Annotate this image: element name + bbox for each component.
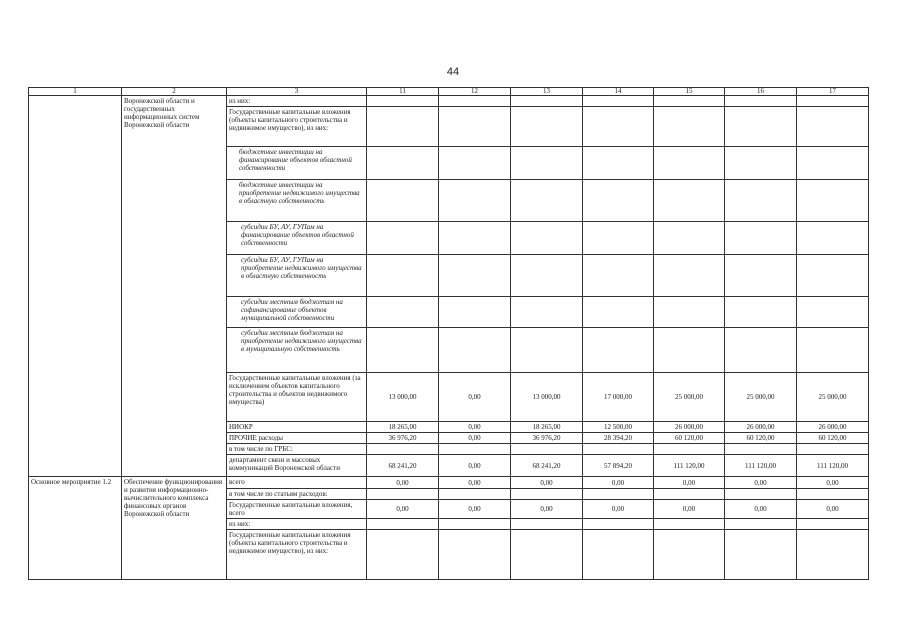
value-cell: 13 000,00 — [511, 373, 583, 422]
header-cell-1: 1 — [29, 88, 122, 96]
value-cell: 25 000,00 — [797, 373, 869, 422]
value-cell: 0,00 — [511, 477, 583, 489]
value-cell — [654, 519, 725, 530]
value-cell — [725, 530, 797, 580]
value-cell — [725, 180, 797, 222]
value-cell — [654, 530, 725, 580]
value-cell: 0,00 — [367, 500, 439, 519]
value-cell — [725, 444, 797, 455]
value-cell: 12 500,00 — [583, 422, 654, 433]
value-cell — [797, 519, 869, 530]
value-cell: 26 000,00 — [797, 422, 869, 433]
value-cell — [439, 96, 511, 107]
row-label: субсидии местным бюджетам на приобретение недвижимого имущества в муниципальную собственность — [227, 328, 367, 373]
value-cell: 0,00 — [583, 500, 654, 519]
row-label: бюджетные инвестиции на приобретение недвижимого имущества в областную собственность — [227, 180, 367, 222]
header-cell-13: 13 — [511, 88, 583, 96]
value-cell: 13 000,00 — [367, 373, 439, 422]
row-label: департамент связи и массовых коммуникаций Воронежской области — [227, 455, 367, 477]
value-cell — [583, 489, 654, 500]
row-label: ПРОЧИЕ расходы — [227, 433, 367, 444]
value-cell: 0,00 — [654, 500, 725, 519]
value-cell — [725, 107, 797, 147]
row-label: в том числе по ГРБС: — [227, 444, 367, 455]
value-cell — [654, 180, 725, 222]
row-label: всего — [227, 477, 367, 489]
value-cell — [583, 107, 654, 147]
row-label: в том числе по статьям расходов: — [227, 489, 367, 500]
value-cell: 111 120,00 — [797, 455, 869, 477]
value-cell — [654, 444, 725, 455]
row-label: субсидии БУ, АУ, ГУПам на финансирование объектов областной собственности — [227, 222, 367, 255]
header-row — [29, 88, 869, 96]
value-cell — [367, 519, 439, 530]
value-cell: 26 000,00 — [654, 422, 725, 433]
value-cell: 0,00 — [797, 500, 869, 519]
header-cell-11: 11 — [367, 88, 439, 96]
value-cell — [797, 147, 869, 180]
value-cell — [797, 530, 869, 580]
value-cell — [511, 530, 583, 580]
value-cell — [511, 444, 583, 455]
value-cell — [439, 519, 511, 530]
value-cell — [367, 107, 439, 147]
row-label: Государственные капитальные вложения, всего — [227, 500, 367, 519]
row-label: из них: — [227, 96, 367, 107]
value-cell — [583, 297, 654, 328]
value-cell: 36 976,20 — [367, 433, 439, 444]
page-number: 44 — [446, 66, 460, 78]
value-cell: 68 241,20 — [511, 455, 583, 477]
value-cell — [654, 489, 725, 500]
row-label: субсидии местным бюджетам на софинансирование объектов муниципальной собственности — [227, 297, 367, 328]
value-cell — [654, 147, 725, 180]
header-cell-3: 3 — [227, 88, 367, 96]
value-cell — [439, 107, 511, 147]
value-cell — [367, 96, 439, 107]
value-cell: 60 120,00 — [797, 433, 869, 444]
value-cell — [367, 489, 439, 500]
value-cell — [439, 147, 511, 180]
value-cell — [439, 489, 511, 500]
table-row — [29, 96, 869, 107]
row-label: Государственные капитальные вложения (объекты капитального строительства и недвижимое имущество), из них: — [227, 530, 367, 580]
value-cell — [367, 147, 439, 180]
block-col1-cell: Основное мероприятие 1.2 — [29, 477, 122, 580]
value-cell — [725, 519, 797, 530]
row-label: бюджетные инвестиции на финансирование объектов областной собственности — [227, 147, 367, 180]
value-cell — [367, 444, 439, 455]
value-cell — [367, 222, 439, 255]
value-cell — [367, 530, 439, 580]
value-cell: 0,00 — [439, 455, 511, 477]
header-cell-2: 2 — [122, 88, 227, 96]
value-cell — [797, 328, 869, 373]
row-label: Государственные капитальные вложения (за исключением объектов капитального строительства и объектов недвижимого имущества) — [227, 373, 367, 422]
value-cell — [797, 107, 869, 147]
value-cell — [439, 255, 511, 297]
value-cell — [583, 255, 654, 297]
value-cell — [439, 328, 511, 373]
header-cell-15: 15 — [654, 88, 725, 96]
value-cell — [511, 519, 583, 530]
value-cell — [511, 297, 583, 328]
value-cell — [725, 328, 797, 373]
value-cell — [439, 444, 511, 455]
header-cell-16: 16 — [725, 88, 797, 96]
value-cell — [439, 180, 511, 222]
value-cell — [367, 255, 439, 297]
table-body — [29, 88, 869, 580]
value-cell: 0,00 — [583, 477, 654, 489]
value-cell: 111 120,00 — [654, 455, 725, 477]
value-cell: 68 241,20 — [367, 455, 439, 477]
value-cell: 18 265,00 — [511, 422, 583, 433]
value-cell — [439, 222, 511, 255]
value-cell: 0,00 — [439, 433, 511, 444]
value-cell — [725, 297, 797, 328]
value-cell: 26 000,00 — [725, 422, 797, 433]
value-cell — [367, 328, 439, 373]
budget-table — [28, 87, 869, 580]
value-cell — [797, 222, 869, 255]
value-cell — [583, 444, 654, 455]
value-cell: 57 894,20 — [583, 455, 654, 477]
value-cell: 28 394,20 — [583, 433, 654, 444]
value-cell: 111 120,00 — [725, 455, 797, 477]
value-cell — [654, 107, 725, 147]
value-cell — [511, 222, 583, 255]
value-cell — [367, 297, 439, 328]
value-cell — [725, 96, 797, 107]
value-cell — [583, 147, 654, 180]
value-cell — [725, 489, 797, 500]
value-cell — [511, 96, 583, 107]
value-cell — [583, 222, 654, 255]
value-cell — [367, 180, 439, 222]
row-label: НИОКР — [227, 422, 367, 433]
value-cell — [583, 96, 654, 107]
value-cell — [797, 489, 869, 500]
row-label: субсидии БУ, АУ, ГУПам на приобретение недвижимого имущества в областную собственность — [227, 255, 367, 297]
value-cell: 0,00 — [439, 477, 511, 489]
value-cell: 0,00 — [725, 500, 797, 519]
value-cell — [725, 147, 797, 180]
value-cell — [511, 328, 583, 373]
value-cell: 0,00 — [797, 477, 869, 489]
value-cell — [654, 328, 725, 373]
value-cell — [654, 255, 725, 297]
value-cell: 25 000,00 — [654, 373, 725, 422]
value-cell: 0,00 — [367, 477, 439, 489]
value-cell — [725, 222, 797, 255]
value-cell — [725, 255, 797, 297]
header-cell-12: 12 — [439, 88, 511, 96]
row-label: Государственные капитальные вложения (объекты капитального строительства и недвижимое имущество), из них: — [227, 107, 367, 147]
value-cell — [511, 107, 583, 147]
value-cell — [511, 255, 583, 297]
value-cell: 0,00 — [439, 373, 511, 422]
table-row — [29, 477, 869, 489]
block-col2-cell: Воронежской области и государственных информационных систем Воронежской области — [122, 96, 227, 477]
value-cell: 0,00 — [511, 500, 583, 519]
value-cell — [511, 180, 583, 222]
value-cell — [439, 530, 511, 580]
value-cell — [583, 328, 654, 373]
value-cell — [511, 147, 583, 180]
value-cell: 18 265,00 — [367, 422, 439, 433]
value-cell — [654, 96, 725, 107]
value-cell — [654, 297, 725, 328]
header-cell-14: 14 — [583, 88, 654, 96]
value-cell — [797, 444, 869, 455]
value-cell — [583, 530, 654, 580]
block-col2-cell: Обеспечение функционирования и развития информационно-вычислительного комплекса финансовых органов Воронежской области — [122, 477, 227, 580]
value-cell: 60 120,00 — [654, 433, 725, 444]
value-cell — [654, 222, 725, 255]
value-cell: 60 120,00 — [725, 433, 797, 444]
value-cell — [583, 180, 654, 222]
value-cell: 0,00 — [725, 477, 797, 489]
value-cell: 0,00 — [439, 500, 511, 519]
value-cell — [439, 297, 511, 328]
value-cell: 0,00 — [654, 477, 725, 489]
value-cell — [797, 180, 869, 222]
row-label: из них: — [227, 519, 367, 530]
value-cell — [797, 255, 869, 297]
value-cell — [511, 489, 583, 500]
value-cell: 25 000,00 — [725, 373, 797, 422]
header-cell-17: 17 — [797, 88, 869, 96]
value-cell: 36 976,20 — [511, 433, 583, 444]
value-cell — [583, 519, 654, 530]
value-cell — [797, 96, 869, 107]
value-cell: 0,00 — [439, 422, 511, 433]
value-cell — [797, 297, 869, 328]
value-cell: 17 000,00 — [583, 373, 654, 422]
block-col1-cell — [29, 96, 122, 477]
